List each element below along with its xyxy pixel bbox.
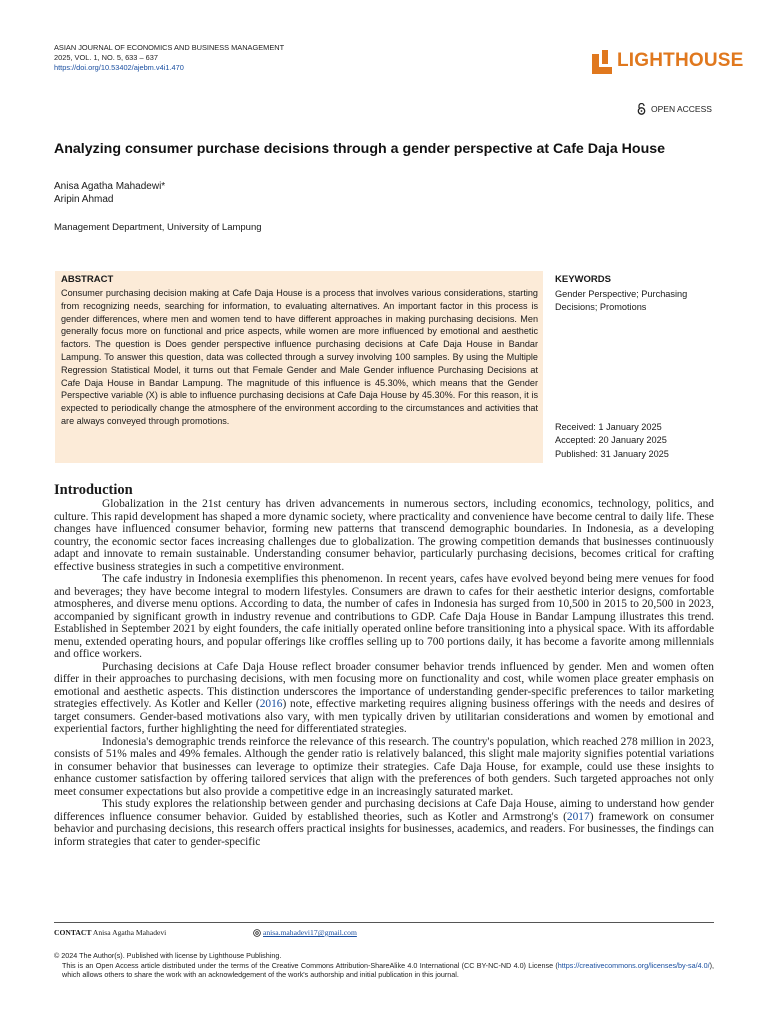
abstract-heading: ABSTRACT [61, 274, 114, 285]
paragraph [54, 798, 714, 848]
journal-doi-link[interactable]: https://doi.org/10.53402/ajebm.v4i1.470 [54, 63, 184, 72]
paragraph-text: This study explores the relationship between gender and purchasing decisions at Cafe Daja House, aiming to understand how gender differences influence consumer behavior. Guided by established theories, such as Kotler and Armstrong's ( [54, 798, 714, 823]
abstract-text: Consumer purchasing decision making at Cafe Daja House is a process that involves various considerations, starting from recognizing needs, searching for information, to evaluating alternatives. An important factor in this process is gender differences, where men and women tend to have different approaches in making purchasing decisions. Men generally focus more on functional and price aspects, while women are more influenced by emotional and aesthetic factors. The question is Does gender perspective influence purchasing decisions at Cafe Daja House in Bandar Lampung. To answer this question, data was collected through a survey involving 100 samples. By using the Multiple Regression Statistical Model, it turns out that Female Gender and Male Gender influence Purchasing Decisions at Cafe Daja House in Bandar Lampung. The magnitude of this influence is 45.30%, which means that the Gender Perspective variable (X) is able to influence purchasing decisions at Cafe Daja House by 45.30%. For this reason, it is expected to periodically change the atmosphere of the environment according to the circumstances and activities that are always conveyed through promotions. [61, 288, 538, 426]
publisher-logo-text: LIGHTHOUSE [617, 50, 744, 71]
contact-label: CONTACT [54, 928, 92, 937]
contact-email-link[interactable]: anisa.mahadevi17@gmail.com [263, 928, 357, 937]
paragraph: Globalization in the 21st century has driven advancements in numerous sectors, including economics, technology, politics, and culture. This rapid development has shaped a more dynamic society, where practicality and convenience have become central to daily life. These changes have influenced consumer behavior, forming new patterns that transcend demographic boundaries. In Indonesia, as a developing country, the economic sector faces increasing challenges due to globalization. The growing competition demands that businesses continuously adapt and innovate to remain sustainable. Understanding consumer behavior, particularly purchasing decisions, becomes critical for crafting effective business strategies in such a competitive environment. [54, 498, 714, 573]
publisher-logo [592, 46, 744, 76]
open-access-label: OPEN ACCESS [651, 104, 712, 114]
copyright-notice: © 2024 The Author(s). Published with license by Lighthouse Publishing. [54, 951, 282, 960]
article-title: Analyzing consumer purchase decisions through a gender perspective at Cafe Daja House [54, 141, 666, 157]
affiliation: Management Department, University of Lampung [54, 222, 262, 233]
journal-name: ASIAN JOURNAL OF ECONOMICS AND BUSINESS MANAGEMENT [54, 43, 285, 52]
open-access-badge [637, 103, 712, 115]
license-text: This is an Open Access article distributed under the terms of the Creative Commons Attribution-ShareAlike 4.0 International (CC BY-NC-ND 4.0) License ( [62, 961, 558, 970]
paragraph: Indonesia's demographic trends reinforce the relevance of this research. The country's population, which reached 278 million in 2023, consists of 51% males and 49% females. Although the gender ratio is relatively balanced, this slight male majority signifies potential variations in consumer behavior that businesses can leverage to optimize their strategies. Cafe Daja House, for example, could use these insights to enhance customer satisfaction by offering tailored services that align with the preferences of both genders. Such targeted approaches not only meet consumer expectations but also provide a competitive edge in an increasingly saturated market. [54, 735, 714, 798]
open-access-lock-icon [637, 103, 646, 115]
license-notice [62, 961, 714, 980]
lighthouse-logo-icon [592, 48, 614, 74]
footer-divider [54, 922, 714, 923]
paragraph [54, 573, 714, 661]
contact-email-block [253, 928, 357, 937]
contact-name: Anisa Agatha Mahadevi [92, 928, 167, 937]
email-at-icon [253, 929, 261, 937]
citation-link[interactable]: 2016 [259, 698, 283, 710]
journal-header [54, 43, 284, 73]
paragraph-text: ) note, effective marketing requires aligning business offerings with the needs and desires of target consumers. Gender-based motivations also vary, with men typically driven by utilitarian considerations and women by emotional and experiential factors, further highlighting the need for differentiated strategies. [54, 698, 715, 735]
author-name: Aripin Ahmad [54, 194, 114, 205]
citation-link[interactable]: 2017 [566, 810, 590, 823]
license-text: ), which allows others to share the work with an acknowledgement of the work's authorship and initial publication in this journal. [62, 961, 714, 980]
contact-info [54, 928, 166, 937]
accepted-date: Accepted: 20 January 2025 [555, 435, 667, 446]
author-list [54, 180, 165, 206]
paragraph-text: The cafe industry in Indonesia exemplifies this phenomenon. In recent years, cafes have evolved beyond being mere venues for food and beverages; they have become integral to modern lifestyles. Consumers are drawn to cafes for their aesthetic interior designs, comfortable atmospheres, and diverse menu options. According to data, the number of cafes in Indonesia has surged from 10,500 in 2015 to 20,500 in 2023, accompanied by significant growth in industry revenue and contributions to GDP. Cafe Daja House in Bandar Lampung illustrates this trend. Established in September 2021 by eight founders, the cafe initially operated online before transitioning into a physical space. With its affordable menu, extended operating hours, and popular offerings like croffles selling up to 700 portions daily, it has become a favorite among millennials and office workers. [54, 573, 714, 660]
received-date: Received: 1 January 2025 [555, 422, 662, 432]
license-url-link[interactable]: https://creativecommons.org/licenses/by-sa/4.0/ [557, 961, 710, 970]
section-heading-introduction: Introduction [54, 482, 133, 498]
paragraph [54, 661, 714, 736]
paragraph-text: Purchasing decisions at Cafe Daja House reflect broader consumer behavior trends influenced by gender. Men and women often differ in their approaches to purchasing decisions, with men focusing more on functionality and cost, while women place greater emphasis on emotional and aesthetic aspects. This distinction underscores the importance of understanding gender-specific preferences to tailor marketing strategies effectively. As Kotler and Keller ( [54, 660, 714, 710]
journal-volume: 2025, VOL. 1, NO. 5, 633 – 637 [54, 53, 158, 62]
author-name: Anisa Agatha Mahadewi* [54, 181, 166, 192]
introduction-body [54, 498, 714, 848]
keywords-text: Gender Perspective; Purchasing Decisions; Promotions [555, 289, 688, 312]
paragraph-text: ) framework on consumer behavior and purchasing decisions, this research offers practical insights for businesses, academics, and readers. For businesses, the findings can inform strategies that cater to gender-specific [54, 810, 714, 848]
keywords-heading: KEYWORDS [555, 274, 611, 285]
published-date: Published: 31 January 2025 [555, 448, 669, 459]
article-dates [555, 421, 669, 461]
